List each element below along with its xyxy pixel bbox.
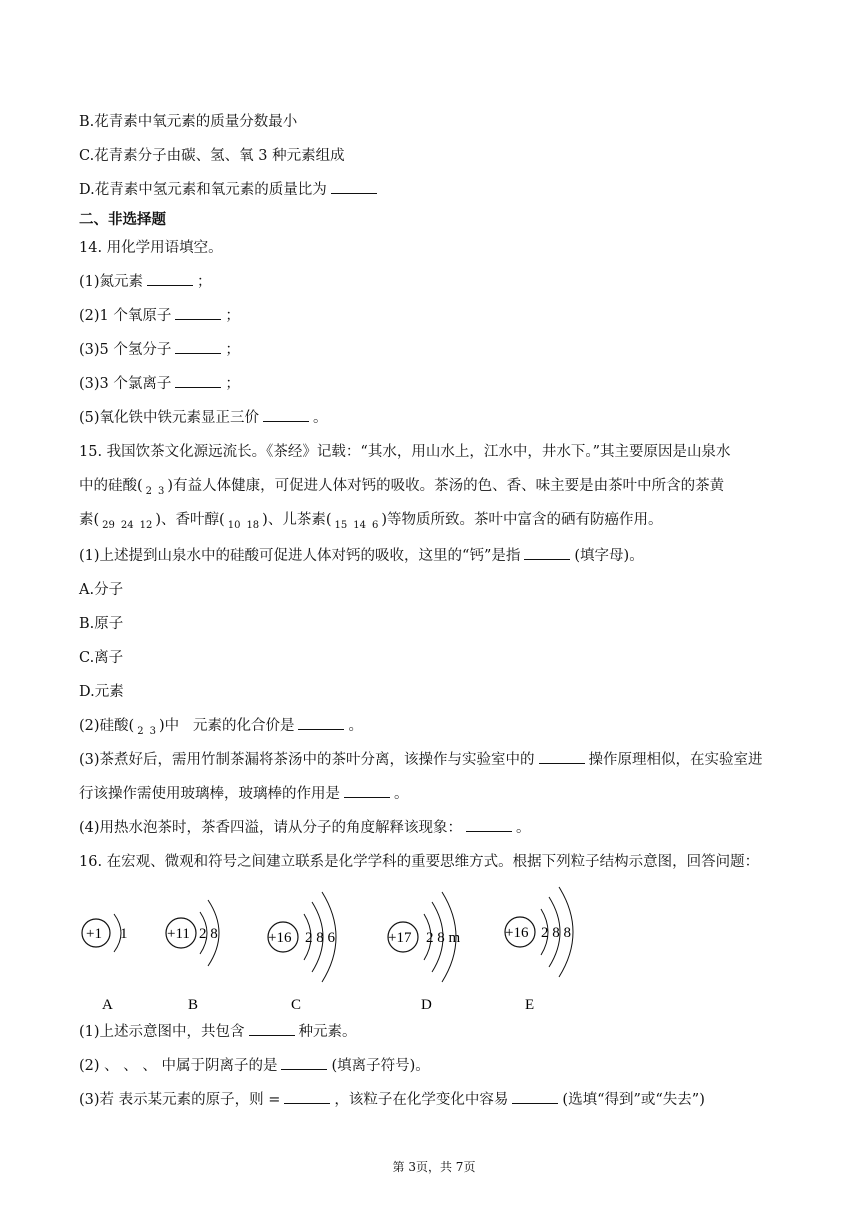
q14-item-5-text: (5)氧化铁中铁元素显正三价: [79, 410, 260, 426]
diagram-label: A: [102, 997, 113, 1013]
q16-subquestion-2: [79, 1056, 430, 1076]
question-15-line-3: [79, 510, 663, 532]
semicolon: ；: [225, 342, 240, 358]
q14-item-2-text: (2)1 个氧原子: [79, 308, 172, 324]
period: 。: [516, 820, 531, 836]
q16-2-text: (2) 、 、 、 中属于阴离子的是: [79, 1058, 278, 1074]
answer-blank[interactable]: [344, 785, 390, 798]
answer-blank[interactable]: [175, 375, 221, 388]
atom-diagram-e: [505, 887, 573, 1013]
option-d-text: D.元素: [79, 684, 124, 700]
subscript: 2: [145, 486, 153, 497]
q14-item-2: [79, 306, 240, 326]
q14-item-4-text: (3)3 个氯离子: [79, 376, 172, 392]
option-b-text: B.花青素中氧元素的质量分数最小: [79, 114, 298, 130]
q15-text-2a: 中的硅酸(: [79, 478, 143, 494]
nucleus-charge: +16: [268, 930, 292, 946]
period: 。: [348, 718, 363, 734]
q14-item-1: [79, 272, 212, 292]
q15-subquestion-3-line-1: [79, 750, 763, 770]
q15-text-3d: )等物质所致。茶叶中富含的硒有防癌作用。: [381, 512, 663, 528]
answer-blank[interactable]: [281, 1057, 327, 1070]
q15-2-text-c: 元素的化合价是: [192, 718, 295, 734]
answer-blank[interactable]: [466, 819, 512, 832]
answer-blank[interactable]: [524, 547, 570, 560]
q16-1-text: (1)上述示意图中，共包含: [79, 1024, 245, 1040]
option-a-text: A.分子: [79, 582, 124, 598]
q15-text-3b: )、香叶醇(: [155, 512, 225, 528]
q15-3-text-c: 行该操作需使用玻璃棒，玻璃棒的作用是: [79, 786, 340, 802]
electron-counts: 2 8 6: [305, 930, 335, 946]
option-d-text: D.花青素中氢元素和氧元素的质量比为: [79, 182, 327, 198]
subscript: 2: [137, 726, 144, 737]
electron-counts: 2 8 m: [426, 930, 461, 946]
question-15-line-2: [79, 476, 724, 498]
diagram-label: E: [525, 997, 535, 1013]
diagram-label: B: [188, 997, 199, 1013]
option-c: [79, 648, 123, 668]
answer-blank[interactable]: [175, 341, 221, 354]
option-c-text: C.离子: [79, 650, 124, 666]
answer-blank[interactable]: [263, 409, 309, 422]
q15-subquestion-4: [79, 818, 531, 838]
q16-3-mid: ，该粒子在化学变化中容易: [334, 1092, 509, 1108]
option-b-text: B.原子: [79, 616, 124, 632]
subscript: 3: [149, 726, 156, 737]
q15-text-3a: 素(: [79, 512, 100, 528]
q15-text-1: 15. 我国饮茶文化源远流长。《茶经》记载：“其水，用山水上，江水中，井水下。”其主要原因是山泉水: [79, 444, 731, 460]
q15-text-3c: )、儿茶素(: [262, 512, 332, 528]
electron-counts: 2 8 8: [541, 925, 571, 941]
nucleus-charge: +16: [505, 925, 529, 941]
subscript: 3: [158, 486, 165, 497]
q14-item-1-text: (1)氮元素: [79, 274, 144, 290]
subscript: 10: [227, 520, 241, 531]
question-14-text: 14. 用化学用语填空。: [79, 240, 223, 256]
atom-diagram-b: [166, 900, 219, 1013]
q14-item-3-text: (3)5 个氢分子: [79, 342, 172, 358]
nucleus-charge: +1: [86, 926, 102, 942]
question-14: [79, 238, 223, 258]
q16-subquestion-3: [79, 1090, 705, 1110]
q15-3-text-a: (3)茶煮好后，需用竹制茶漏将茶汤中的茶叶分离，该操作与实验室中的: [79, 752, 535, 768]
subscript: 18: [246, 520, 260, 531]
q16-2-end: (填离子符号)。: [331, 1058, 430, 1074]
nucleus-charge: +11: [167, 926, 190, 942]
option-b-line: [79, 112, 297, 132]
atom-diagram-c: [268, 892, 336, 1013]
subscript: 15: [334, 520, 348, 531]
question-16: [79, 852, 759, 872]
diagram-label: D: [421, 997, 432, 1013]
period: 。: [313, 410, 328, 426]
subscript: 12: [139, 520, 153, 531]
q15-2-text-a: (2)硅酸(: [79, 718, 135, 734]
semicolon: ；: [197, 274, 212, 290]
q15-subquestion-2: [79, 716, 363, 738]
section-heading: [79, 210, 166, 230]
q16-subquestion-1: [79, 1022, 357, 1042]
nucleus-charge: +17: [388, 930, 412, 946]
q15-2-text-b: )中: [158, 718, 180, 734]
answer-blank[interactable]: [147, 273, 193, 286]
q15-3-text-b: 操作原理相似，在实验室进: [588, 752, 763, 768]
answer-blank[interactable]: [512, 1091, 558, 1104]
section-title: 二、非选择题: [79, 211, 166, 228]
semicolon: ；: [225, 376, 240, 392]
period: 。: [394, 786, 409, 802]
answer-blank[interactable]: [175, 307, 221, 320]
question-16-text: 16. 在宏观、微观和符号之间建立联系是化学学科的重要思维方式。根据下列粒子结构示意图，回答问题：: [79, 854, 760, 870]
atom-diagram-d: [388, 892, 461, 1013]
electron-counts: 1: [120, 926, 128, 942]
q15-subquestion-1: [79, 546, 644, 566]
q15-subquestion-3-line-2: [79, 784, 409, 804]
particle-structure-diagram: [78, 884, 598, 1024]
q14-item-5: [79, 408, 328, 428]
option-c-line: [79, 146, 345, 166]
q14-item-4: [79, 374, 240, 394]
answer-blank[interactable]: [298, 717, 344, 730]
option-d: [79, 682, 124, 702]
q15-1-text: (1)上述提到山泉水中的硅酸可促进人体对钙的吸收，这里的“钙”是指: [79, 548, 521, 564]
subscript: 24: [120, 520, 134, 531]
subscript: 6: [371, 520, 379, 531]
question-15-line-1: [79, 442, 731, 462]
option-d-line: [79, 180, 381, 200]
diagram-label: C: [291, 997, 302, 1013]
q15-4-text: (4)用热水泡茶时，茶香四溢，请从分子的角度解释该现象：: [79, 820, 463, 836]
atom-diagram-a: [82, 914, 128, 1013]
answer-blank[interactable]: [284, 1091, 330, 1104]
q15-1-end: (填字母)。: [574, 548, 644, 564]
answer-blank[interactable]: [331, 181, 377, 194]
subscript: 14: [353, 520, 366, 531]
answer-blank[interactable]: [539, 751, 585, 764]
q14-item-3: [79, 340, 240, 360]
q16-3-text: (3)若 表示某元素的原子，则 =: [79, 1092, 281, 1108]
option-a: [79, 580, 123, 600]
answer-blank[interactable]: [249, 1023, 295, 1036]
option-c-text: C.花青素分子由碳、氢、氧 3 种元素组成: [79, 148, 345, 164]
q16-1-end: 种元素。: [298, 1024, 357, 1040]
subscript: 29: [102, 520, 115, 531]
option-b: [79, 614, 123, 634]
electron-counts: 2 8: [199, 926, 218, 942]
q15-text-2b: )有益人体健康，可促进人体对钙的吸收。茶汤的色、香、味主要是由茶叶中所含的茶黄: [167, 478, 725, 494]
page-footer: 第 3页，共 7页: [392, 1160, 476, 1174]
semicolon: ；: [225, 308, 240, 324]
q16-3-end: (选填“得到”或“失去”): [562, 1092, 705, 1108]
